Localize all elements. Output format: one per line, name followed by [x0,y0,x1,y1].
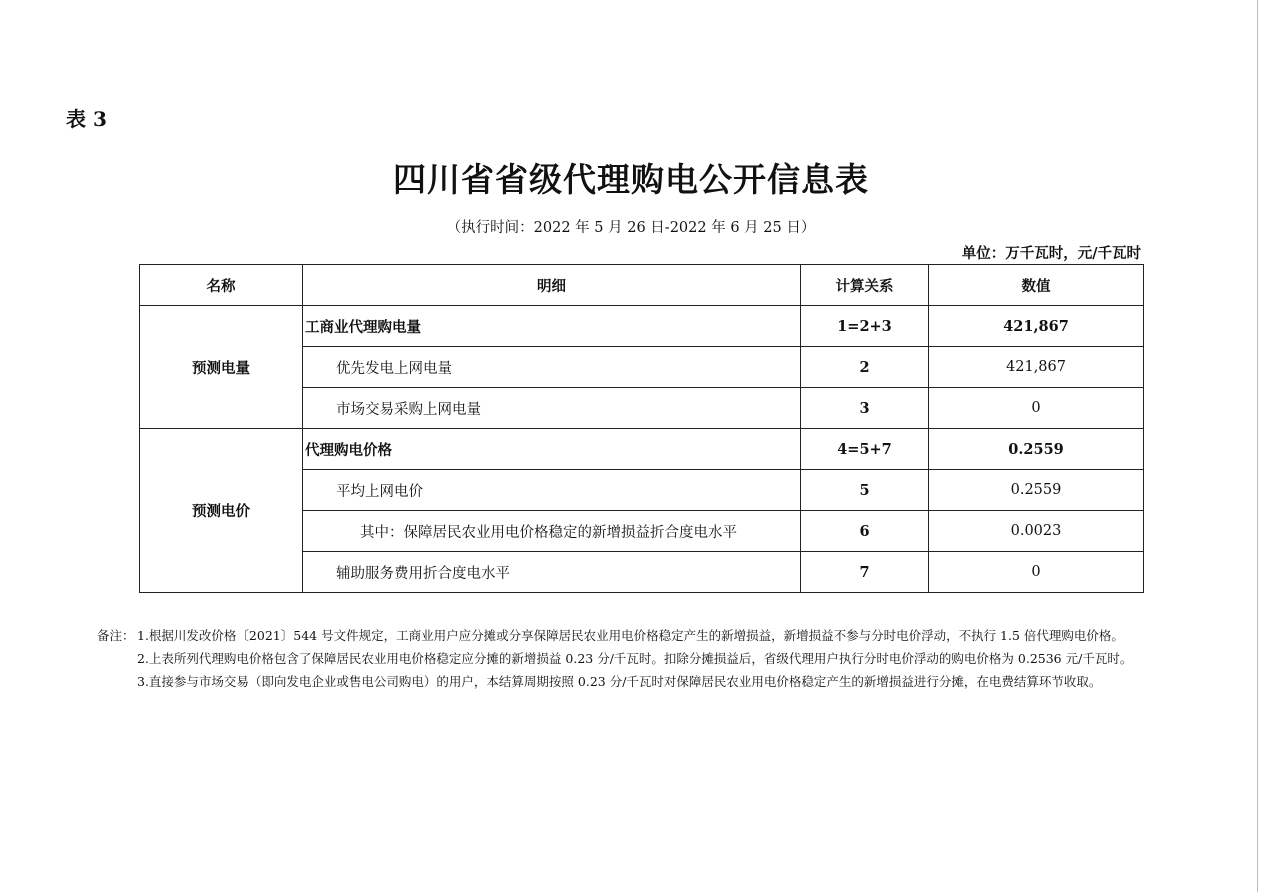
row-value: 421,867 [929,347,1144,388]
header-calc: 计算关系 [801,265,929,306]
table-row [140,429,1144,470]
table-row [140,306,1144,347]
page-edge-line [1257,0,1258,892]
group-name-price: 预测电价 [140,429,303,593]
header-detail: 明细 [303,265,801,306]
notes-block [97,624,1132,693]
row-detail: 优先发电上网电量 [303,347,801,388]
header-value: 数值 [929,265,1144,306]
row-value: 0.2559 [929,429,1144,470]
row-calc: 3 [801,388,929,429]
row-value: 0 [929,388,1144,429]
row-detail: 工商业代理购电量 [303,306,801,347]
header-row [140,265,1144,306]
info-table [139,264,1144,593]
row-value: 0 [929,552,1144,593]
note-text: 1.根据川发改价格〔2021〕544 号文件规定，工商业用户应分摊或分享保障居民农业用电价格稳定产生的新增损益，新增损益不参与分时电价浮动，不执行 1.5 倍代理购电价格。 [137,628,1124,643]
row-calc: 2 [801,347,929,388]
table-number: 表 3 [66,107,107,131]
group-name-volume: 预测电量 [140,306,303,429]
row-value: 421,867 [929,306,1144,347]
note-line [97,670,1132,693]
row-detail: 平均上网电价 [303,470,801,511]
notes-label: 备注： [97,628,135,643]
note-text: 3.直接参与市场交易（即向发电企业或售电公司购电）的用户，本结算周期按照 0.23 分/千瓦时对保障居民农业用电价格稳定产生的新增损益进行分摊，在电费结算环节收取。 [137,674,1102,689]
row-value: 0.2559 [929,470,1144,511]
row-detail: 市场交易采购上网电量 [303,388,801,429]
row-calc: 6 [801,511,929,552]
row-calc: 5 [801,470,929,511]
page-title: 四川省省级代理购电公开信息表 [393,160,869,199]
row-detail: 辅助服务费用折合度电水平 [303,552,801,593]
header-name: 名称 [140,265,303,306]
row-detail: 其中：保障居民农业用电价格稳定的新增损益折合度电水平 [303,511,801,552]
execution-period: （执行时间：2022 年 5 月 26 日-2022 年 6 月 25 日） [446,220,816,236]
row-detail: 代理购电价格 [303,429,801,470]
note-text: 2.上表所列代理购电价格包含了保障居民农业用电价格稳定应分摊的新增损益 0.23 分/千瓦时。扣除分摊损益后，省级代理用户执行分时电价浮动的购电价格为 0.2536 元/千瓦时。 [137,651,1133,666]
note-line [97,647,1132,670]
note-line [97,624,1132,647]
row-calc: 4=5+7 [801,429,929,470]
row-calc: 1=2+3 [801,306,929,347]
row-calc: 7 [801,552,929,593]
row-value: 0.0023 [929,511,1144,552]
unit-label: 单位：万千瓦时，元/千瓦时 [961,245,1141,262]
